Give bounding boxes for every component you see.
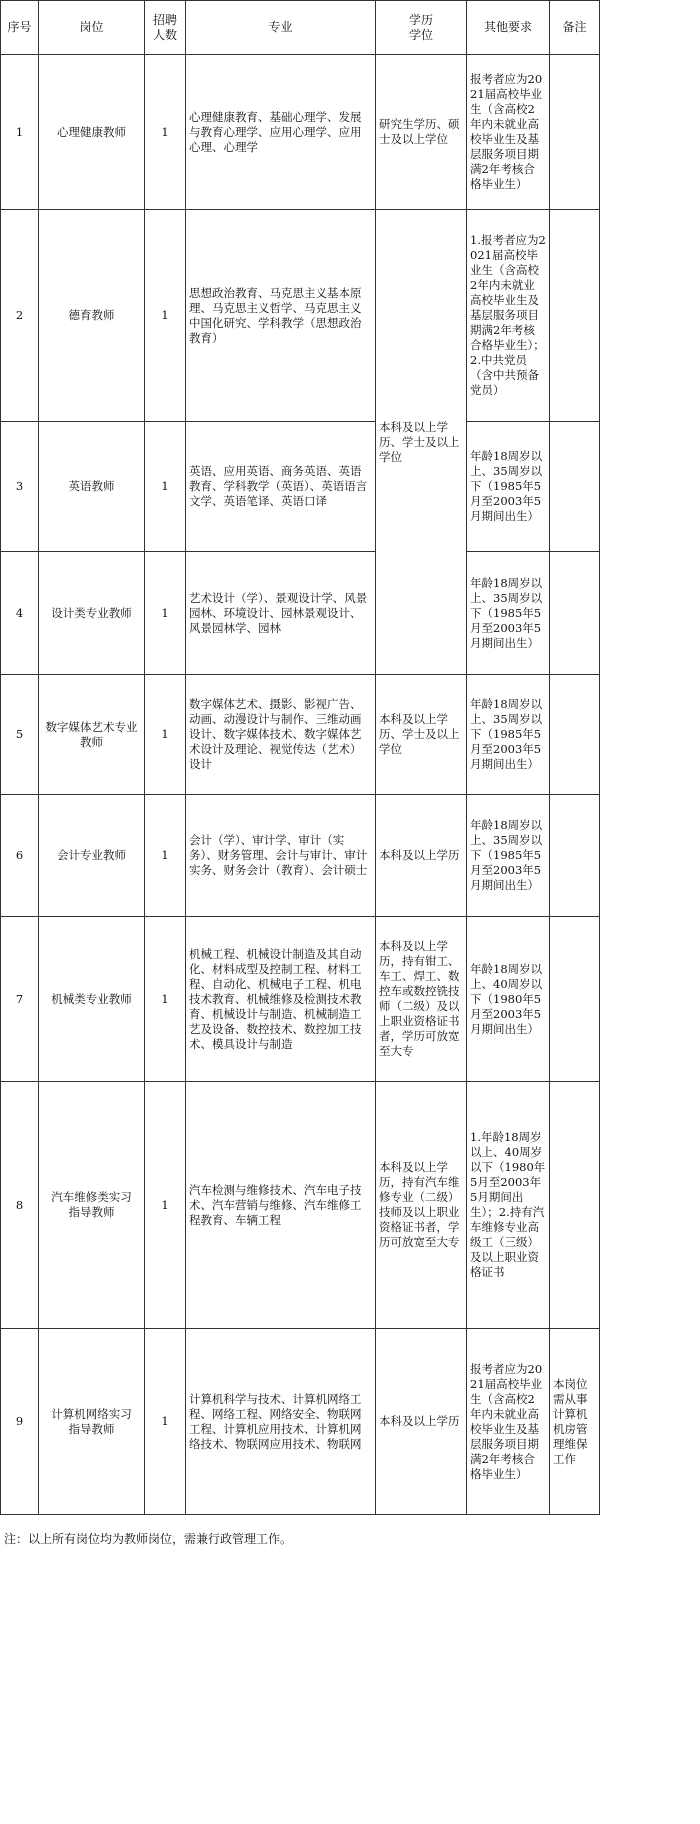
cell-no: 3 (1, 422, 39, 552)
table-row (1, 675, 600, 795)
header-post: 岗位 (39, 1, 145, 55)
cell-other: 报考者应为2021届高校毕业生（含高校2年内未就业高校毕业生及基层服务项目期满2年考核合格毕业生） (467, 55, 550, 210)
header-major: 专业 (186, 1, 376, 55)
cell-other: 年龄18周岁以上、35周岁以下（1985年5月至2003年5月期间出生） (467, 675, 550, 795)
cell-remark (550, 1082, 600, 1329)
cell-no: 6 (1, 795, 39, 917)
header-edu: 学历学位 (376, 1, 467, 55)
cell-no: 1 (1, 55, 39, 210)
table-row (1, 210, 600, 422)
cell-count: 1 (145, 552, 186, 675)
cell-remark (550, 422, 600, 552)
cell-major: 艺术设计（学）、景观设计学、风景园林、环境设计、园林景观设计、风景园林学、园林 (186, 552, 376, 675)
cell-count: 1 (145, 422, 186, 552)
cell-remark (550, 552, 600, 675)
cell-other: 年龄18周岁以上、40周岁以下（1980年5月至2003年5月期间出生） (467, 917, 550, 1082)
cell-other: 1.报考者应为2021届高校毕业生（含高校2年内未就业高校毕业生及基层服务项目期满2年考核合格毕业生）；2.中共党员（含中共预备党员） (467, 210, 550, 422)
cell-major: 心理健康教育、基础心理学、发展与教育心理学、应用心理学、应用心理、心理学 (186, 55, 376, 210)
cell-other: 报考者应为2021届高校毕业生（含高校2年内未就业高校毕业生及基层服务项目期满2年考核合格毕业生） (467, 1329, 550, 1515)
header-other: 其他要求 (467, 1, 550, 55)
cell-edu: 本科及以上学历 (376, 795, 467, 917)
cell-count: 1 (145, 795, 186, 917)
cell-remark (550, 55, 600, 210)
cell-count: 1 (145, 1329, 186, 1515)
cell-post: 会计专业教师 (39, 795, 145, 917)
cell-post: 数字媒体艺术专业教师 (39, 675, 145, 795)
cell-other: 年龄18周岁以上、35周岁以下（1985年5月至2003年5月期间出生） (467, 795, 550, 917)
table-row (1, 552, 600, 675)
cell-count: 1 (145, 675, 186, 795)
cell-edu: 本科及以上学历、学士及以上学位 (376, 675, 467, 795)
table-row (1, 55, 600, 210)
cell-post: 汽车维修类实习指导教师 (39, 1082, 145, 1329)
cell-count: 1 (145, 55, 186, 210)
header-remark: 备注 (550, 1, 600, 55)
cell-post: 设计类专业教师 (39, 552, 145, 675)
footnote: 注：以上所有岗位均为教师岗位，需兼行政管理工作。 (4, 1532, 293, 1546)
cell-count: 1 (145, 917, 186, 1082)
cell-major: 会计（学）、审计学、审计（实务）、财务管理、会计与审计、审计实务、财务会计（教育）、会计硕士 (186, 795, 376, 917)
cell-count: 1 (145, 1082, 186, 1329)
cell-major: 英语、应用英语、商务英语、英语教育、学科教学（英语）、英语语言文学、英语笔译、英语口译 (186, 422, 376, 552)
header-row (1, 1, 600, 55)
table-row (1, 422, 600, 552)
cell-no: 5 (1, 675, 39, 795)
cell-post: 德育教师 (39, 210, 145, 422)
cell-major: 数字媒体艺术、摄影、影视广告、动画、动漫设计与制作、三维动画设计、数字媒体技术、数字媒体艺术设计及理论、视觉传达（艺术）设计 (186, 675, 376, 795)
cell-major: 机械工程、机械设计制造及其自动化、材料成型及控制工程、材料工程、自动化、机械电子工程、机电技术教育、机械维修及检测技术教育、机械设计与制造、机械制造工艺及设备、数控技术、数控加工技术、模具设计与制造 (186, 917, 376, 1082)
cell-post: 计算机网络实习指导教师 (39, 1329, 145, 1515)
cell-no: 9 (1, 1329, 39, 1515)
cell-major: 汽车检测与维修技术、汽车电子技术、汽车营销与维修、汽车维修工程教育、车辆工程 (186, 1082, 376, 1329)
cell-count: 1 (145, 210, 186, 422)
cell-major: 计算机科学与技术、计算机网络工程、网络工程、网络安全、物联网工程、计算机应用技术、计算机网络技术、物联网应用技术、物联网 (186, 1329, 376, 1515)
cell-edu-shared: 本科及以上学历、学士及以上学位 (376, 210, 467, 675)
cell-edu: 本科及以上学历，持有汽车维修专业（二级）技师及以上职业资格证书者，学历可放宽至大专 (376, 1082, 467, 1329)
table-row (1, 1082, 600, 1329)
cell-post: 英语教师 (39, 422, 145, 552)
cell-post: 机械类专业教师 (39, 917, 145, 1082)
cell-remark (550, 675, 600, 795)
cell-other: 年龄18周岁以上、35周岁以下（1985年5月至2003年5月期间出生） (467, 422, 550, 552)
table-row (1, 795, 600, 917)
cell-edu: 本科及以上学历，持有钳工、车工、焊工、数控车或数控铣技师（二级）及以上职业资格证书者，学历可放宽至大专 (376, 917, 467, 1082)
cell-other: 1.年龄18周岁以上、40周岁以下（1980年5月至2003年5月期间出生）；2.持有汽车维修专业高级工（三级）及以上职业资格证书 (467, 1082, 550, 1329)
cell-no: 2 (1, 210, 39, 422)
cell-no: 8 (1, 1082, 39, 1329)
cell-post: 心理健康教师 (39, 55, 145, 210)
header-no: 序号 (1, 1, 39, 55)
cell-remark (550, 210, 600, 422)
cell-remark (550, 795, 600, 917)
cell-edu: 研究生学历、硕士及以上学位 (376, 55, 467, 210)
cell-no: 7 (1, 917, 39, 1082)
cell-other: 年龄18周岁以上、35周岁以下（1985年5月至2003年5月期间出生） (467, 552, 550, 675)
table-row (1, 917, 600, 1082)
table-row (1, 1329, 600, 1515)
header-count: 招聘人数 (145, 1, 186, 55)
cell-edu: 本科及以上学历 (376, 1329, 467, 1515)
cell-remark (550, 917, 600, 1082)
cell-major: 思想政治教育、马克思主义基本原理、马克思主义哲学、马克思主义中国化研究、学科教学（思想政治教育） (186, 210, 376, 422)
cell-remark: 本岗位需从事计算机机房管理维保工作 (550, 1329, 600, 1515)
cell-no: 4 (1, 552, 39, 675)
